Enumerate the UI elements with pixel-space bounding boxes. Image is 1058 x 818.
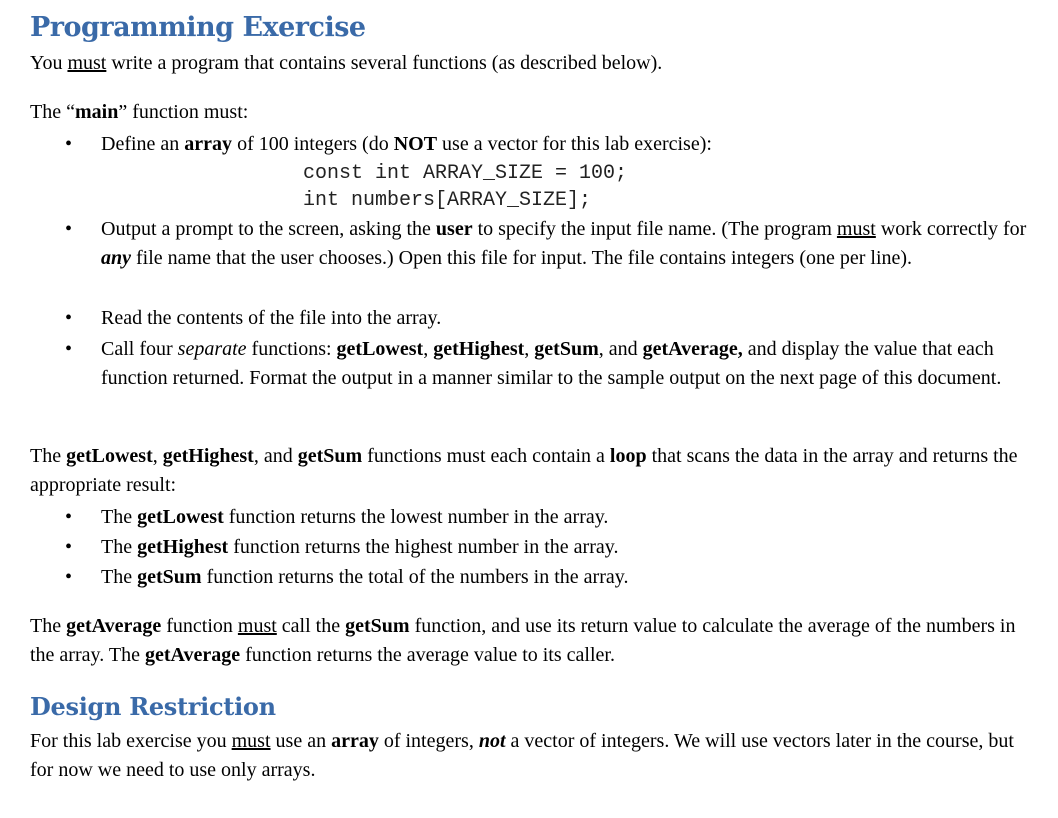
code-line-2: int numbers[ARRAY_SIZE]; (303, 189, 592, 212)
text-run: to specify the input file name. (The program (472, 218, 837, 240)
text-run: use an (270, 730, 332, 752)
emphasis-must: must (237, 615, 277, 637)
text-run: file name that the user chooses.) Open this file for input. The file contains integers (one per line). (131, 247, 913, 269)
loop-paragraph (30, 442, 1030, 500)
keyword: getLowest (66, 445, 153, 467)
text-run: Call four (101, 338, 178, 360)
text-run: , (423, 338, 434, 360)
bullet: • (65, 566, 73, 588)
bullet: • (65, 536, 73, 558)
bullet: • (65, 218, 73, 240)
text-run: Define an (101, 133, 185, 155)
bullet: • (65, 338, 73, 360)
text-run: You (30, 52, 68, 74)
text-run: functions: (246, 338, 337, 360)
text-run: function returns the total of the numbers in the array. (201, 566, 629, 588)
list-item (65, 563, 1041, 592)
keyword: array (331, 730, 379, 752)
emphasis-any: any (101, 247, 131, 269)
main-heading (30, 98, 1030, 127)
keyword: getSum (137, 566, 202, 588)
text-run: use a vector for this lab exercise): (437, 133, 712, 155)
text-run: and display the value that each function returned. Format the output in a manner similar to the sample output on the next page of this document. (101, 338, 1002, 389)
keyword: getLowest (336, 338, 424, 360)
code-line-1: const int ARRAY_SIZE = 100; (303, 162, 628, 185)
text-run: function returns the highest number in the array. (228, 536, 619, 558)
text-run: function returns the average value to its caller. (240, 644, 615, 666)
keyword: getSum (345, 615, 410, 637)
average-paragraph (30, 612, 1030, 670)
list-item (65, 335, 1041, 393)
keyword: getAverage (144, 644, 241, 666)
text-run: , and (598, 338, 643, 360)
text-run: function returns the lowest number in the array. (223, 506, 609, 528)
text-run: , (524, 338, 535, 360)
list-item (65, 130, 1041, 159)
text-run: function (161, 615, 238, 637)
keyword: getAverage, (642, 338, 743, 360)
bullet: • (65, 506, 73, 528)
text-run: write a program that contains several functions (as described below). (106, 52, 663, 74)
text-run: , (152, 445, 163, 467)
emphasis-must: must (836, 218, 876, 240)
text-run: Output a prompt to the screen, asking the (101, 218, 436, 240)
text-run: The (30, 615, 67, 637)
text-run: The (101, 506, 138, 528)
emphasis-must: must (231, 730, 271, 752)
keyword: getLowest (137, 506, 224, 528)
text-run: function, and use its return value to calculate the average of the numbers in the array. The (30, 615, 1016, 666)
emphasis-not: not (478, 730, 506, 752)
text-run: work correctly for (875, 218, 1027, 240)
emphasis-separate: separate (177, 338, 247, 360)
text-run: functions must each contain a (362, 445, 610, 467)
intro-paragraph (30, 49, 1030, 78)
list-item (65, 533, 1041, 562)
keyword: user (435, 218, 473, 240)
emphasis-must: must (67, 52, 107, 74)
text-run: call the (276, 615, 346, 637)
keyword: getSum (534, 338, 599, 360)
bullet: • (65, 307, 73, 329)
page-title: Programming Exercise (30, 12, 366, 43)
text-run: , and (253, 445, 298, 467)
text-run: ” function must: (118, 101, 249, 123)
list-item (65, 215, 1041, 273)
text-run: The “ (30, 101, 75, 123)
text-run: For this lab exercise you (30, 730, 232, 752)
text-run: of integers, (378, 730, 479, 752)
keyword: getHighest (433, 338, 525, 360)
bullet: • (65, 133, 73, 155)
keyword: getSum (297, 445, 363, 467)
list-item (65, 503, 1041, 532)
keyword: array (184, 133, 233, 155)
text-run: The (101, 536, 138, 558)
keyword: getHighest (137, 536, 229, 558)
keyword: getHighest (162, 445, 254, 467)
keyword: loop (609, 445, 647, 467)
text-run: of 100 integers (do (232, 133, 394, 155)
keyword-main: main (74, 101, 119, 123)
text-run: that scans the data in the array and returns the appropriate result: (30, 445, 1018, 496)
keyword: getAverage (66, 615, 162, 637)
list-item (65, 304, 1041, 333)
section-title-design-restriction: Design Restriction (30, 692, 276, 721)
design-paragraph (30, 727, 1030, 785)
keyword: NOT (393, 133, 438, 155)
text-run: Read the contents of the file into the array. (101, 307, 442, 329)
text-run: The (101, 566, 138, 588)
text-run: a vector of integers. We will use vectors later in the course, but for now we need to use only arrays. (30, 730, 1014, 781)
text-run: The (30, 445, 67, 467)
